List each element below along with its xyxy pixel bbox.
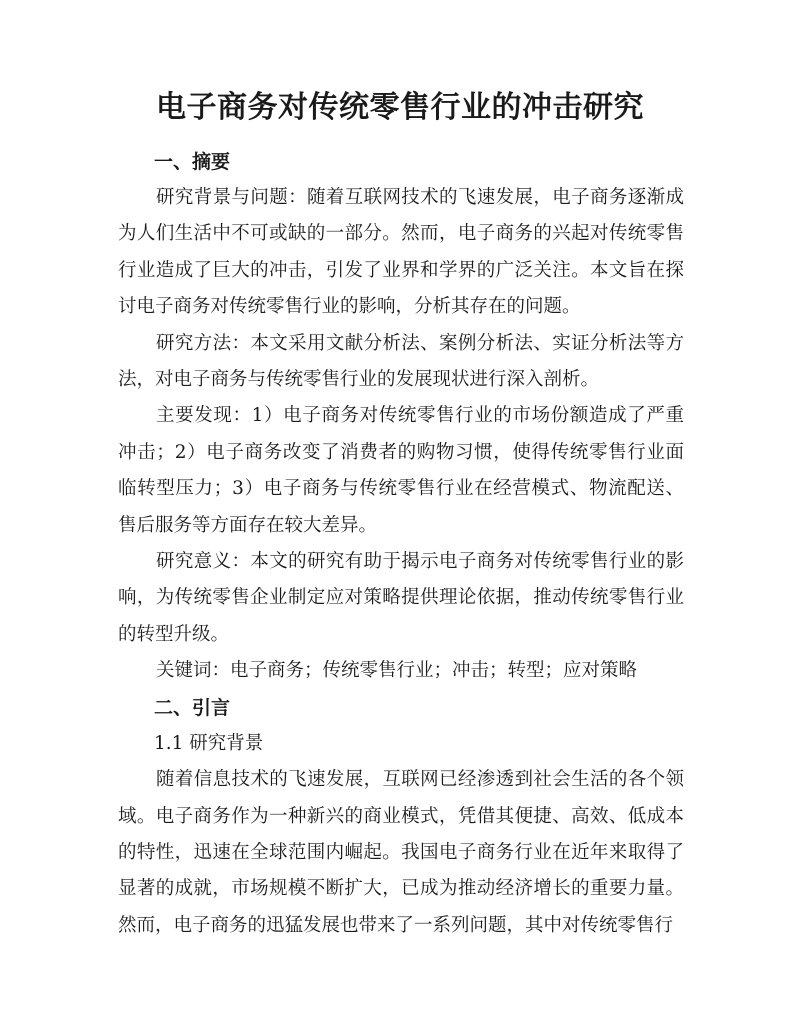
keywords-line: 关键词：电子商务；传统零售行业；冲击；转型；应对策略 — [156, 660, 638, 682]
section-heading-abstract: 一、摘要 — [154, 151, 231, 173]
abstract-significance-paragraph: 研究意义：本文的研究有助于揭示电子商务对传统零售行业的影响，为传统零售企业制定应对策略提供理论依据，推动传统零售行业的转型升级。 — [118, 551, 684, 645]
section-heading-introduction: 二、引言 — [154, 696, 231, 719]
document-title: 电子商务对传统零售行业的冲击研究 — [156, 90, 644, 125]
document-body — [118, 144, 684, 944]
abstract-findings-paragraph: 主要发现：1）电子商务对传统零售行业的市场份额造成了严重冲击；2）电子商务改变了消费者的购物习惯，使得传统零售行业面临转型压力；3）电子商务与传统零售行业在经营模式、物流配送、售后服务等方面存在较大差异。 — [118, 405, 684, 536]
abstract-methods-paragraph: 研究方法：本文采用文献分析法、案例分析法、实证分析法等方法，对电子商务与传统零售行业的发展现状进行深入剖析。 — [118, 332, 684, 391]
introduction-paragraph: 随着信息技术的飞速发展，互联网已经渗透到社会生活的各个领域。电子商务作为一种新兴的商业模式，凭借其便捷、高效、低成本的特性，迅速在全球范围内崛起。我国电子商务行业在近年来取得了显著的成就，市场规模不断扩大，已成为推动经济增长的重要力量。然而，电子商务的迅猛发展也带来了一系列问题，其中对传统零售行 — [118, 769, 684, 936]
abstract-background-paragraph: 研究背景与问题：随着互联网技术的飞速发展，电子商务逐渐成为人们生活中不可或缺的一部分。然而，电子商务的兴起对传统零售行业造成了巨大的冲击，引发了业界和学界的广泛关注。本文旨在探讨电子商务对传统零售行业的影响，分析其存在的问题。 — [118, 187, 684, 318]
subsection-heading-research-background: 1.1 研究背景 — [154, 732, 264, 754]
